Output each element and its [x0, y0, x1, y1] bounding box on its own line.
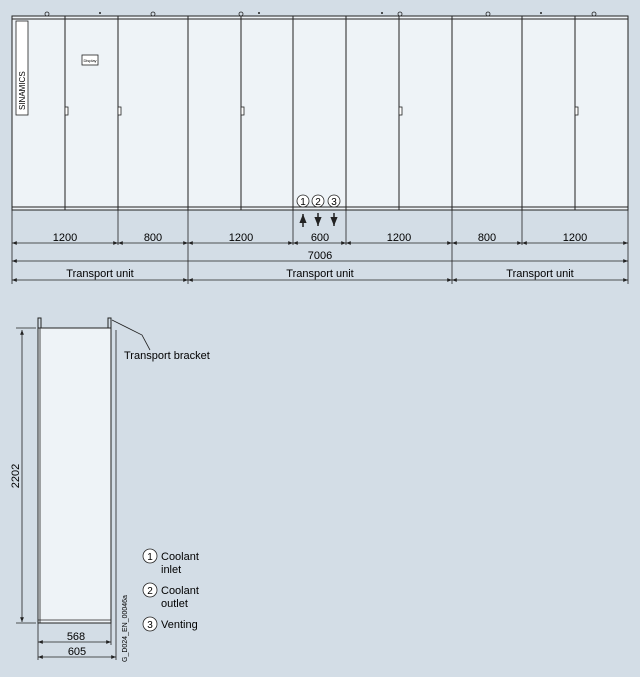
width-label-3: 1200 [228, 232, 254, 244]
legend-3-line1: Venting [161, 619, 198, 631]
total-width-label: 7006 [307, 250, 333, 262]
width-label-2: 800 [143, 232, 163, 244]
legend-2-number: 2 [147, 586, 153, 597]
port-markers [297, 195, 340, 208]
transport-unit-label-3: Transport unit [506, 268, 574, 280]
width-label-4: 600 [310, 232, 330, 244]
side-view [10, 318, 210, 662]
drawing-id: G_D024_EN_00046a [122, 595, 129, 662]
legend-item-1 [143, 549, 199, 576]
transport-unit-label-1: Transport unit [66, 268, 134, 280]
legend-1-line1: Coolant [161, 551, 199, 563]
legend-2-line2: outlet [161, 598, 188, 610]
depth-outer-label: 605 [67, 646, 87, 658]
transport-bracket-label: Transport bracket [124, 350, 210, 362]
legend-1-line2: inlet [161, 564, 182, 576]
crane-eyes [45, 12, 596, 16]
bracket-leader-line [112, 320, 150, 350]
width-label-6: 800 [477, 232, 497, 244]
port-3-number: 3 [331, 197, 337, 208]
transport-unit-label-2: Transport unit [286, 268, 354, 280]
legend-2-line1: Coolant [161, 585, 199, 597]
transport-bracket-right [108, 318, 111, 328]
legend-item-3 [143, 617, 198, 631]
display-label: Display [83, 58, 97, 63]
width-label-1: 1200 [52, 232, 78, 244]
cabinet-width-labels [53, 232, 587, 244]
port-1-number: 1 [300, 197, 306, 208]
depth-inner-label: 568 [66, 631, 86, 643]
legend-1-number: 1 [147, 552, 153, 563]
legend-item-2 [143, 583, 199, 610]
legend-3-number: 3 [147, 620, 153, 631]
brand-label: SINAMICS [18, 71, 27, 110]
legend [143, 549, 199, 631]
height-label: 2202 [10, 463, 22, 489]
width-label-7: 1200 [562, 232, 588, 244]
transport-bracket-left [38, 318, 41, 328]
transport-unit-labels [66, 268, 573, 280]
cabinet-row-outline [12, 16, 628, 210]
port-2-number: 2 [315, 197, 321, 208]
top-dots [99, 12, 542, 14]
flow-arrows [303, 213, 334, 227]
front-view [12, 12, 628, 284]
width-label-5: 1200 [386, 232, 412, 244]
side-cabinet-body [38, 328, 111, 623]
